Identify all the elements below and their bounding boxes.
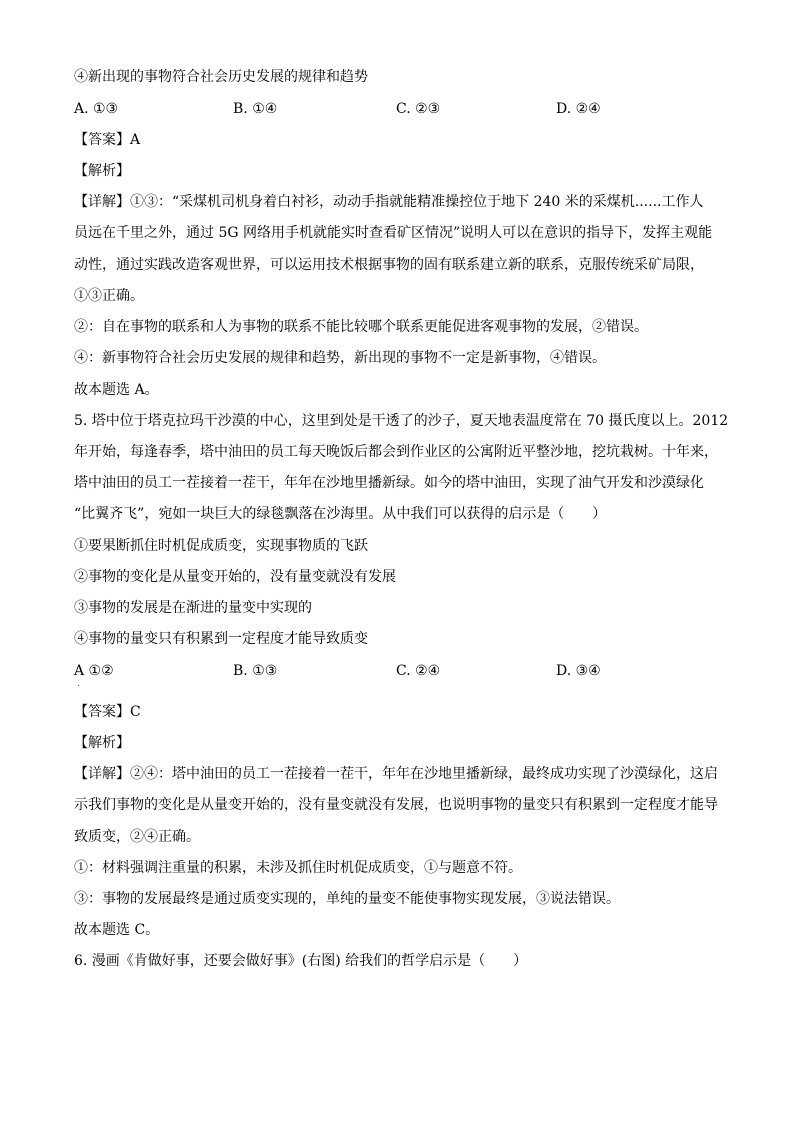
stray-mark: · bbox=[77, 681, 81, 692]
q5-option-d: D. ③④ bbox=[556, 663, 601, 679]
q4-option-c: C. ②③ bbox=[396, 101, 441, 117]
q5-option-a: A ①② bbox=[74, 663, 114, 679]
q4-conclusion: 故本题选 A。 bbox=[74, 382, 159, 398]
q5-option-c: C. ②④ bbox=[396, 663, 441, 679]
q5-statement-4: ④事物的量变只有积累到一定程度才能导致质变 bbox=[74, 631, 368, 647]
q4-statement-4: ④新出现的事物符合社会历史发展的规律和趋势 bbox=[74, 69, 368, 85]
q4-option-d: D. ②④ bbox=[556, 101, 601, 117]
q4-detail-line: ④：新事物符合社会历史发展的规律和趋势，新出现的事物不一定是新事物，④错误。 bbox=[74, 350, 606, 366]
q5-statement-3: ③事物的发展是在渐进的量变中实现的 bbox=[74, 600, 312, 616]
q5-detail-line: 【详解】②④：塔中油田的员工一茬接着一茬干，年年在沙地里播新绿，最终成功实现了沙漠绿化，这启 bbox=[74, 766, 718, 782]
q5-detail-line: ③：事物的发展最终是通过质变实现的，单纯的量变不能使事物实现发展，③说法错误。 bbox=[74, 891, 620, 907]
q4-detail-line: 【详解】①③：“采煤机司机身着白衬衫，动动手指就能精准操控位于地下 240 米的采煤机......工作人 bbox=[74, 194, 704, 210]
q5-detail-line: 致质变，②④正确。 bbox=[74, 829, 200, 845]
q4-options bbox=[0, 99, 794, 119]
q5-answer: 【答案】C bbox=[74, 704, 141, 720]
q4-detail-line: ②：自在事物的联系和人为事物的联系不能比较哪个联系更能促进客观事物的发展，②错误。 bbox=[74, 319, 648, 335]
q5-conclusion: 故本题选 C。 bbox=[74, 922, 160, 938]
q4-detail-line: 员远在千里之外，通过 5G 网络用手机就能实时查看矿区情况”说明人可以在意识的指导下，发挥主观能 bbox=[74, 225, 713, 241]
q5-analysis-label: 【解析】 bbox=[74, 735, 130, 751]
q4-analysis-label: 【解析】 bbox=[74, 163, 130, 179]
q5-option-b: B. ①③ bbox=[233, 663, 278, 679]
q5-statement-2: ②事物的变化是从量变开始的，没有量变就没有发展 bbox=[74, 569, 396, 585]
q4-detail-line: ①③正确。 bbox=[74, 288, 144, 304]
q5-stem-line: 年开始，每逢春季，塔中油田的员工每天晚饭后都会到作业区的公寓附近平整沙地，挖坑栽树。十年来， bbox=[74, 444, 718, 460]
q6-stem: 6. 漫画《肯做好事，还要会做好事》(右图) 给我们的哲学启示是（ ） bbox=[74, 953, 528, 969]
q5-statement-1: ①要果断抓住时机促成质变，实现事物质的飞跃 bbox=[74, 538, 368, 554]
q5-detail-line: 示我们事物的变化是从量变开始的，没有量变就没有发展，也说明事物的量变只有积累到一定程度才能导 bbox=[74, 797, 718, 813]
q5-options bbox=[0, 661, 794, 681]
q4-answer: 【答案】A bbox=[74, 132, 141, 148]
q4-detail-line: 动性，通过实践改造客观世界，可以运用技术根据事物的固有联系建立新的联系，克服传统采矿局限， bbox=[74, 257, 704, 273]
q5-stem-line: 塔中油田的员工一茬接着一茬干，年年在沙地里播新绿。如今的塔中油田，实现了油气开发和沙漠绿化 bbox=[74, 475, 704, 491]
q4-option-a: A. ①③ bbox=[74, 101, 119, 117]
q5-stem-line: “比翼齐飞”，宛如一块巨大的绿毯飘落在沙海里。从中我们可以获得的启示是（ ） bbox=[74, 506, 607, 522]
q5-detail-line: ①：材料强调注重量的积累，未涉及抓住时机促成质变，①与题意不符。 bbox=[74, 860, 522, 876]
q4-option-b: B. ①④ bbox=[233, 101, 278, 117]
q5-stem-line: 5. 塔中位于塔克拉玛干沙漠的中心，这里到处是干透了的沙子，夏天地表温度常在 70 摄氏度以上。2012 bbox=[74, 413, 729, 429]
